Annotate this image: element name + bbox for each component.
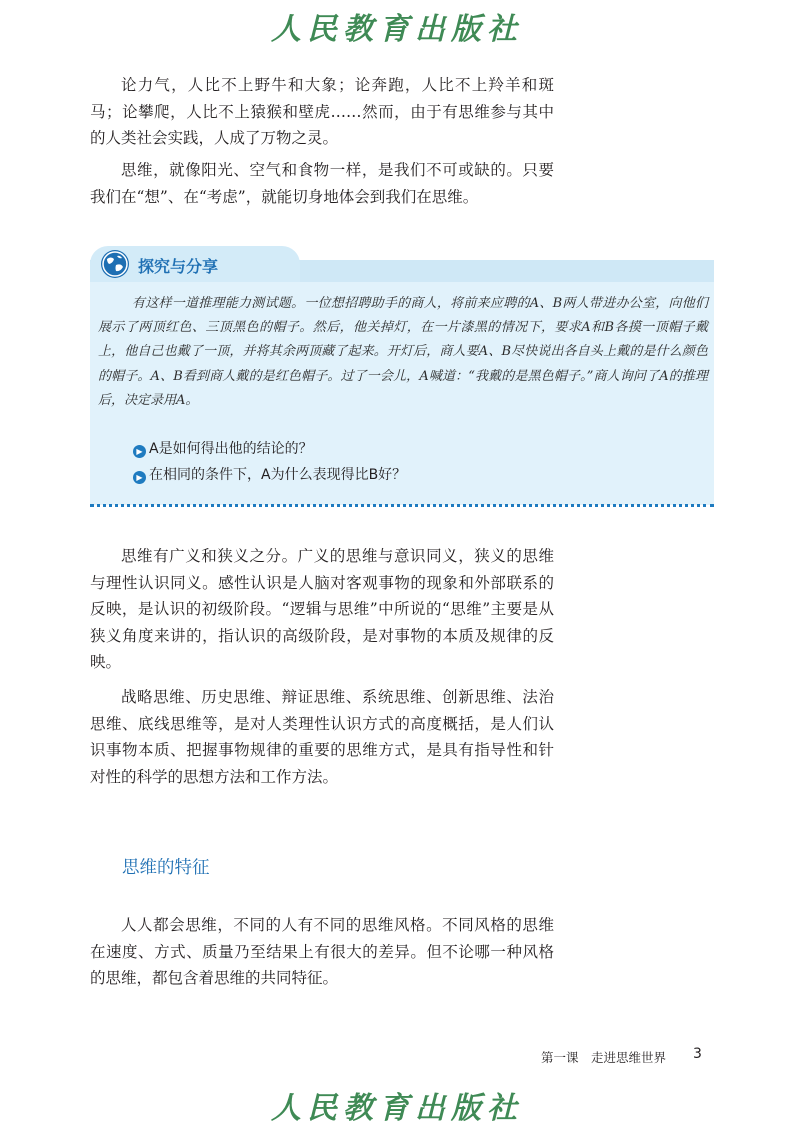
body-paragraph-2: 战略思维、历史思维、辩证思维、系统思维、创新思维、法治思维、底线思维等，是对人类理性认识方式的高度概括，是人们认识事物本质、把握事物规律的重要的思维方式，是具有指导性和针对性的科学的思想方法和工作方法。 [90,688,554,786]
inquiry-box-title: 探究与分享 [138,257,219,276]
question-text: 在相同的条件下，A为什么表现得比B好？ [149,467,407,483]
section-title: 思维的特征 [122,858,210,878]
play-arrow-icon: ▶ [133,445,146,458]
play-arrow-icon: ▶ [133,471,146,484]
globe-icon [101,250,129,278]
intro-paragraph-1: 论力气，人比不上野牛和大象；论奔跑，人比不上羚羊和斑马；论攀爬，人比不上猿猴和壁虎……然而，由于有思维参与其中的人类社会实践，人成了万物之灵。 [90,76,554,147]
intro-paragraph-2: 思维，就像阳光、空气和食物一样，是我们不可或缺的。只要我们在“想”、在“考虑”，就能切身地体会到我们在思维。 [90,161,554,206]
publisher-logo-top: 人民教育出版社 [271,12,523,47]
question-text: A是如何得出他的结论的？ [149,441,313,457]
inquiry-box [90,246,714,508]
footer-chapter: 第一课 走进思维世界 [541,1050,667,1065]
question-item [133,438,313,458]
section-paragraph: 人人都会思维，不同的人有不同的思维风格。不同风格的思维在速度、方式、质量乃至结果上有很大的差异。但不论哪一种风格的思维，都包含着思维的共同特征。 [90,916,554,987]
body-paragraph-1: 思维有广义和狭义之分。广义的思维与意识同义，狭义的思维与理性认识同义。感性认识是人脑对客观事物的现象和外部联系的反映，是认识的初级阶段。“逻辑与思维”中所说的“思维”主要是从狭义角度来讲的，指认识的高级阶段，是对事物的本质及规律的反映。 [90,547,554,671]
question-item [133,464,406,484]
dotted-divider [90,504,714,507]
inquiry-box-text: 有这样一道推理能力测试题。一位想招聘助手的商人，将前来应聘的A、B两人带进办公室，向他们展示了两顶红色、三顶黑色的帽子。然后，他关掉灯，在一片漆黑的情况下，要求A和B各摸一顶帽子戴上，他自己也戴了一顶，并将其余两顶藏了起来。开灯后，商人要A、B尽快说出各自头上戴的是什么颜色的帽子。A、B看到商人戴的是红色帽子。过了一会儿，A喊道：“我戴的是黑色帽子。”商人询问了A的推理后，决定录用A。 [98,296,708,408]
page-number: 3 [693,1046,702,1062]
publisher-logo-bottom: 人民教育出版社 [271,1091,523,1126]
